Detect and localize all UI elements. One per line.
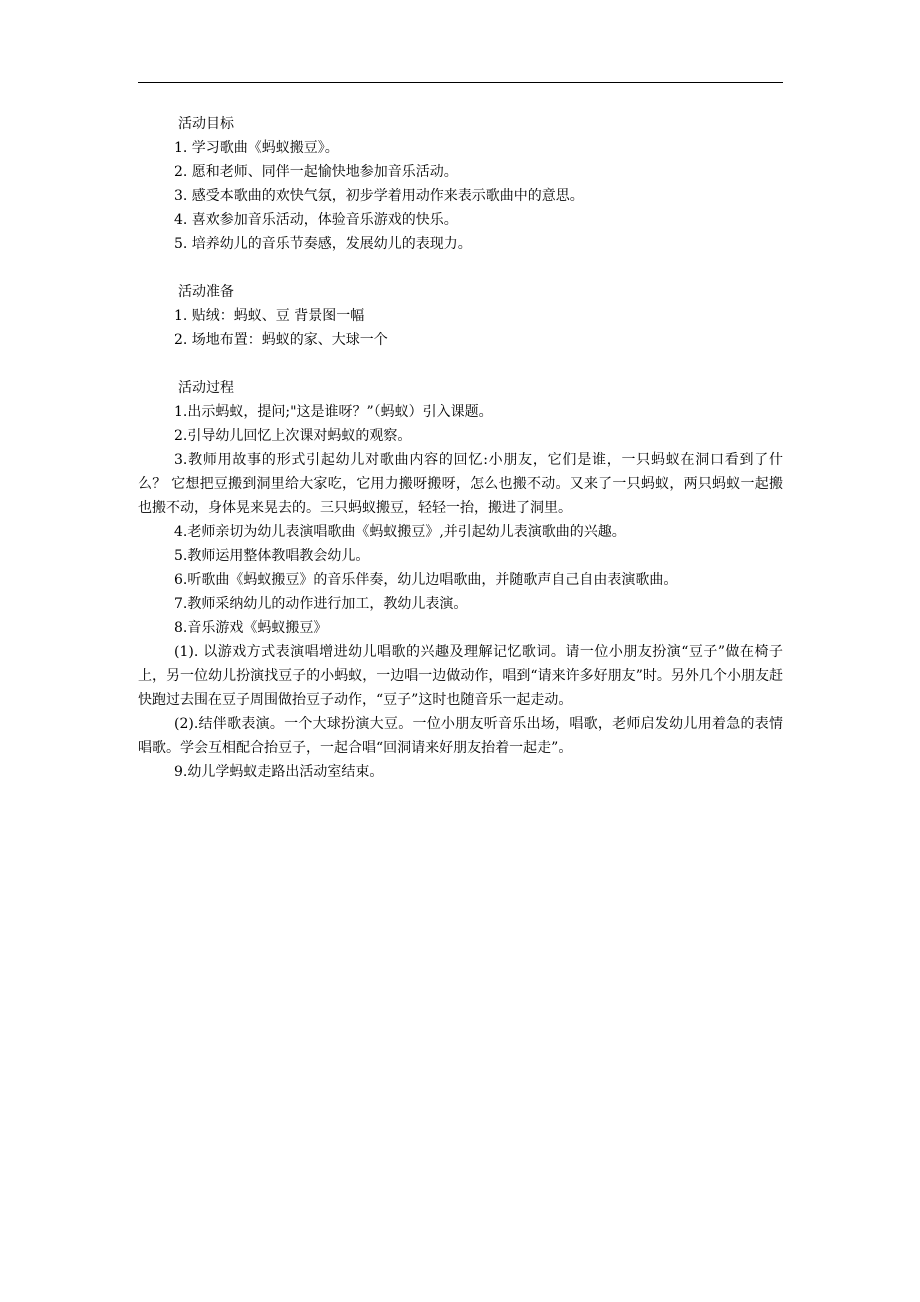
objective-item: 5. 培养幼儿的音乐节奏感，发展幼儿的表现力。 [174, 236, 472, 252]
process-step: 3.教师用故事的形式引起幼儿对歌曲内容的回忆:小朋友，它们是谁，一只蚂蚁在洞口看到了什 么？ 它想把豆搬到洞里给大家吃，它用力搬呀搬呀，怎么也搬不动。又来了一只蚂蚁，两只蚂蚁一起搬也搬不动，身体晃来晃去的。三只蚂蚁搬豆，轻轻一抬，搬进了洞里。 [138, 452, 783, 516]
preparation-item: 2. 场地布置：蚂蚁的家、大球一个 [174, 332, 388, 348]
process-substep: (1). 以游戏方式表演唱增进幼儿唱歌的兴趣及理解记忆歌词。请一位小朋友扮演“豆子”做在椅子上，另一位幼儿扮演找豆子的小蚂蚁，一边唱一边做动作，唱到“请来许多好朋友”时。另外几个小朋友赶快跑过去围在豆子周围做抬豆子动作，“豆子”这时也随音乐一起走动。 [138, 644, 783, 708]
header-rule [138, 82, 783, 83]
preparation-item: 1. 贴绒：蚂蚁、豆 背景图一幅 [174, 308, 365, 324]
objective-item: 3. 感受本歌曲的欢快气氛，初步学着用动作来表示歌曲中的意思。 [174, 188, 584, 204]
objective-item: 2. 愿和老师、同伴一起愉快地参加音乐活动。 [174, 164, 458, 180]
section-spacer [138, 352, 783, 376]
process-step: 2.引导幼儿回忆上次课对蚂蚁的观察。 [174, 428, 412, 444]
section-heading-preparation: 活动准备 [178, 284, 234, 300]
section-spacer [138, 256, 783, 280]
process-step: 6.听歌曲《蚂蚁搬豆》的音乐伴奏，幼儿边唱歌曲，并随歌声自己自由表演歌曲。 [174, 572, 678, 588]
document-body [138, 112, 783, 784]
section-heading-process: 活动过程 [178, 380, 234, 396]
process-substep: (2).结伴歌表演。一个大球扮演大豆。一位小朋友听音乐出场，唱歌，老师启发幼儿用着急的表情唱歌。学会互相配合抬豆子，一起合唱“回洞请来好朋友抬着一起走”。 [138, 716, 783, 756]
process-step: 7.教师采纳幼儿的动作进行加工，教幼儿表演。 [174, 596, 468, 612]
process-step: 4.老师亲切为幼儿表演唱歌曲《蚂蚁搬豆》,并引起幼儿表演歌曲的兴趣。 [174, 524, 626, 540]
process-step: 9.幼儿学蚂蚁走路出活动室结束。 [174, 764, 384, 780]
process-step: 1.出示蚂蚁，提问;"这是谁呀？”（蚂蚁）引入课题。 [174, 404, 493, 420]
section-heading-objectives: 活动目标 [178, 116, 234, 132]
objective-item: 4. 喜欢参加音乐活动，体验音乐游戏的快乐。 [174, 212, 458, 228]
process-step: 8.音乐游戏《蚂蚁搬豆》 [174, 620, 328, 636]
objective-item: 1. 学习歌曲《蚂蚁搬豆》。 [174, 140, 339, 156]
process-step: 5.教师运用整体教唱教会幼儿。 [174, 548, 370, 564]
